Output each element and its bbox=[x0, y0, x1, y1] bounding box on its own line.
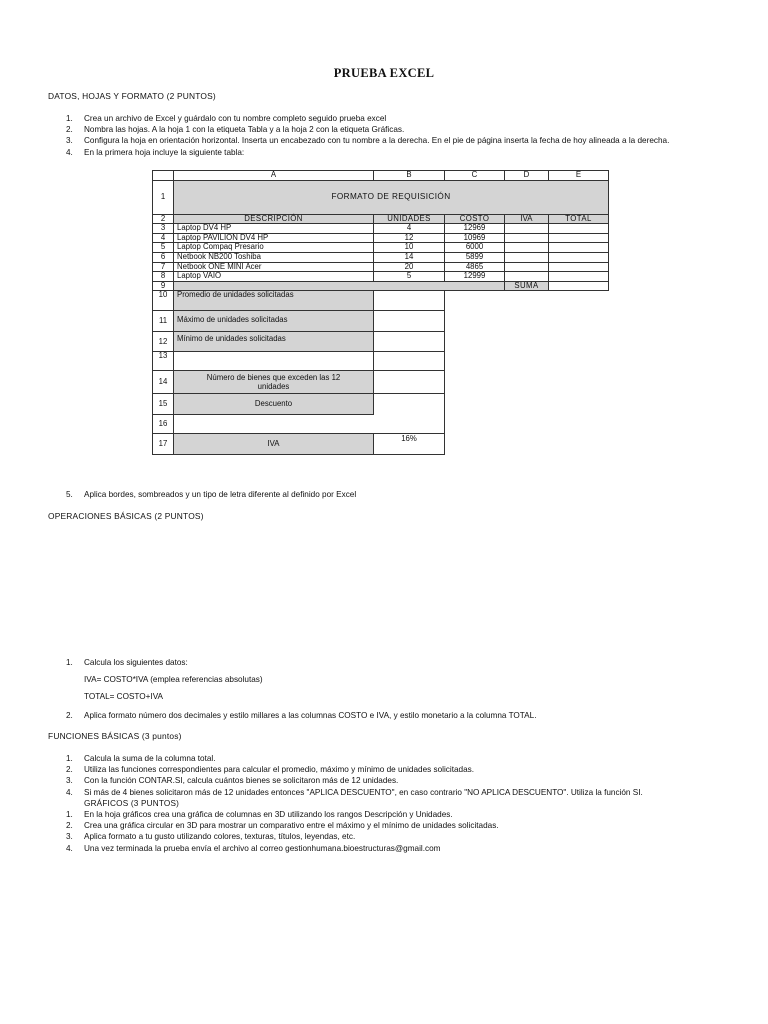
row-number: 16 bbox=[153, 415, 174, 434]
stat-value bbox=[374, 394, 445, 415]
cell-total bbox=[549, 243, 609, 253]
cell-units: 12 bbox=[374, 233, 445, 243]
list-item bbox=[66, 489, 726, 500]
section3-list bbox=[66, 753, 720, 854]
list-item bbox=[66, 710, 726, 721]
item-text: Aplica formato número dos decimales y estilo millares a las columnas COSTO e IVA, y estilo monetario a la columna TOTAL. bbox=[84, 711, 537, 720]
blank-cell bbox=[174, 415, 374, 434]
row-number: 9 bbox=[153, 281, 174, 291]
header-costo: COSTO bbox=[445, 214, 505, 224]
stats-row bbox=[153, 415, 609, 434]
list-item bbox=[66, 843, 720, 854]
title-row bbox=[153, 180, 609, 214]
item-number: 4. bbox=[66, 787, 73, 797]
header-iva: IVA bbox=[505, 214, 549, 224]
cell-cost: 4865 bbox=[445, 262, 505, 272]
stat-value bbox=[374, 371, 445, 394]
row-number: 3 bbox=[153, 224, 174, 234]
sum-total bbox=[549, 281, 609, 291]
section-heading-graficos: GRÁFICOS (3 PUNTOS) bbox=[84, 798, 180, 808]
item-number: 4. bbox=[66, 843, 73, 853]
cell-iva bbox=[505, 224, 549, 234]
item-text: Nombra las hojas. A la hoja 1 con la etiqueta Tabla y a la hoja 2 con la etiqueta Gráficas. bbox=[84, 125, 405, 135]
row-number: 5 bbox=[153, 243, 174, 253]
row-number: 15 bbox=[153, 394, 174, 415]
cell-description: Laptop PAVILION DV4 HP bbox=[174, 233, 374, 243]
col-header-e: E bbox=[549, 171, 609, 181]
blank bbox=[445, 415, 609, 434]
item-text: Con la función CONTAR.SI, calcula cuántos bienes se solicitaron más de 12 unidades. bbox=[84, 776, 399, 786]
column-header-row bbox=[153, 171, 609, 181]
row-number: 6 bbox=[153, 252, 174, 262]
list-item bbox=[66, 820, 720, 831]
requisition-table bbox=[152, 170, 609, 455]
blank bbox=[445, 394, 609, 415]
header-total: TOTAL bbox=[549, 214, 609, 224]
item-text: Aplica formato a tu gusto utilizando colores, texturas, títulos, leyendas, etc. bbox=[84, 832, 356, 842]
blank bbox=[445, 311, 609, 332]
cell-total bbox=[549, 233, 609, 243]
table-row bbox=[153, 272, 609, 282]
iva-rate: 16% bbox=[374, 434, 445, 455]
cell-units: 14 bbox=[374, 252, 445, 262]
stat-label-descuento: Descuento bbox=[174, 394, 374, 415]
row-number: 4 bbox=[153, 233, 174, 243]
section1-list bbox=[66, 113, 726, 158]
list-item bbox=[66, 764, 720, 775]
stats-row bbox=[153, 291, 609, 311]
cell-description: Netbook ONE MINI Acer bbox=[174, 262, 374, 272]
item-number: 2. bbox=[66, 821, 73, 831]
cell-units: 10 bbox=[374, 243, 445, 253]
stats-row bbox=[153, 311, 609, 332]
table-row bbox=[153, 224, 609, 234]
item-text: En la hoja gráficos crea una gráfica de columnas en 3D utilizando los rangos Descripción y Unidades. bbox=[84, 810, 453, 820]
stats-row bbox=[153, 371, 609, 394]
item-number: 1. bbox=[66, 658, 73, 667]
list-item bbox=[66, 831, 720, 842]
list-item bbox=[66, 113, 726, 124]
cell-cost: 6000 bbox=[445, 243, 505, 253]
cell-total bbox=[549, 252, 609, 262]
section-heading-funciones: FUNCIONES BÁSICAS (3 puntos) bbox=[48, 731, 182, 741]
table-title: FORMATO DE REQUISICIÓN bbox=[174, 180, 609, 214]
section-heading-datos: DATOS, HOJAS Y FORMATO (2 PUNTOS) bbox=[48, 91, 216, 101]
corner-cell bbox=[153, 171, 174, 181]
item-text: Calcula la suma de la columna total. bbox=[84, 754, 216, 763]
cell-units: 20 bbox=[374, 262, 445, 272]
item-number: 1. bbox=[66, 810, 73, 820]
section-heading-operaciones: OPERACIONES BÁSICAS (2 PUNTOS) bbox=[48, 511, 204, 521]
header-descripcion: DESCRIPCIÓN bbox=[174, 214, 374, 224]
item-text: Utiliza las funciones correspondientes para calcular el promedio, máximo y mínimo de unidades solicitadas. bbox=[84, 765, 475, 775]
cell-total bbox=[549, 224, 609, 234]
list-item bbox=[66, 135, 726, 146]
cell-description: Laptop DV4 HP bbox=[174, 224, 374, 234]
section2-list bbox=[66, 657, 726, 668]
stats-row bbox=[153, 394, 609, 415]
cell-iva bbox=[505, 262, 549, 272]
stat-label-exceden: Número de bienes que exceden las 12 unidades bbox=[174, 371, 374, 394]
section1-list-cont bbox=[66, 489, 726, 500]
cell-total bbox=[549, 262, 609, 272]
iva-label: IVA bbox=[174, 434, 374, 455]
cell-cost: 12999 bbox=[445, 272, 505, 282]
col-header-c: C bbox=[445, 171, 505, 181]
list-item bbox=[66, 775, 720, 786]
stat-label-maximo: Máximo de unidades solicitadas bbox=[174, 311, 374, 332]
blank bbox=[445, 434, 609, 455]
item-text: Si más de 4 bienes solicitaron más de 12 unidades entonces "APLICA DESCUENTO", en caso contrario "NO APLICA DESCUENTO". Utiliza la función SI. bbox=[84, 787, 643, 797]
item-text: Configura la hoja en orientación horizontal. Inserta un encabezado con tu nombre a la derecha. En el pie de página inserta la fecha de hoy alineada a la derecha. bbox=[84, 136, 670, 146]
cell-description: Laptop Compaq Presario bbox=[174, 243, 374, 253]
list-item bbox=[66, 787, 720, 809]
item-text: Crea una gráfica circular en 3D para mostrar un comparativo entre el máximo y el mínimo de unidades solicitadas. bbox=[84, 821, 499, 831]
stat-value bbox=[374, 415, 445, 434]
blank bbox=[445, 332, 609, 352]
item-text: Calcula los siguientes datos: bbox=[84, 658, 188, 667]
blank bbox=[445, 291, 609, 311]
blank bbox=[445, 352, 609, 371]
row-number: 13 bbox=[153, 352, 174, 371]
list-item bbox=[66, 753, 720, 764]
stat-value bbox=[374, 352, 445, 371]
document-title: PRUEBA EXCEL bbox=[333, 66, 435, 80]
row-number: 17 bbox=[153, 434, 174, 455]
item-number: 3. bbox=[66, 832, 73, 842]
item-text: Crea un archivo de Excel y guárdalo con tu nombre completo seguido prueba excel bbox=[84, 114, 387, 123]
blank bbox=[445, 371, 609, 394]
row-number: 11 bbox=[153, 311, 174, 332]
row-number: 8 bbox=[153, 272, 174, 282]
row-number: 14 bbox=[153, 371, 174, 394]
col-header-d: D bbox=[505, 171, 549, 181]
item-number: 3. bbox=[66, 136, 73, 146]
cell-iva bbox=[505, 272, 549, 282]
row-number: 1 bbox=[153, 180, 174, 214]
item-number: 1. bbox=[66, 754, 73, 763]
section2-list-cont bbox=[66, 710, 726, 721]
table-row bbox=[153, 252, 609, 262]
stats-row bbox=[153, 332, 609, 352]
row-number: 12 bbox=[153, 332, 174, 352]
item-number: 5. bbox=[66, 490, 73, 499]
cell-description: Netbook NB200 Toshiba bbox=[174, 252, 374, 262]
item-number: 2. bbox=[66, 711, 73, 720]
item-number: 1. bbox=[66, 114, 73, 123]
stats-row bbox=[153, 352, 609, 371]
cell-iva bbox=[505, 233, 549, 243]
stat-label-minimo: Mínimo de unidades solicitadas bbox=[174, 332, 374, 352]
list-item bbox=[66, 124, 726, 135]
list-item bbox=[66, 657, 726, 668]
row-number: 7 bbox=[153, 262, 174, 272]
row-number: 10 bbox=[153, 291, 174, 311]
col-header-b: B bbox=[374, 171, 445, 181]
sum-label: SUMA bbox=[505, 281, 549, 291]
stat-value bbox=[374, 291, 445, 311]
cell-units: 5 bbox=[374, 272, 445, 282]
row-number: 2 bbox=[153, 214, 174, 224]
cell-cost: 10969 bbox=[445, 233, 505, 243]
item-text: Aplica bordes, sombreados y un tipo de letra diferente al definido por Excel bbox=[84, 490, 357, 499]
item-text: En la primera hoja incluye la siguiente tabla: bbox=[84, 147, 245, 157]
blank-cell bbox=[174, 352, 374, 371]
item-number: 2. bbox=[66, 125, 73, 135]
item-number: 3. bbox=[66, 776, 73, 786]
formula-iva: IVA= COSTO*IVA (emplea referencias absolutas) bbox=[84, 675, 263, 684]
col-header-a: A bbox=[174, 171, 374, 181]
list-item bbox=[66, 809, 720, 820]
item-number: 4. bbox=[66, 147, 73, 157]
item-number: 2. bbox=[66, 765, 73, 775]
cell-cost: 5899 bbox=[445, 252, 505, 262]
cell-units: 4 bbox=[374, 224, 445, 234]
stat-value bbox=[374, 311, 445, 332]
formula-total: TOTAL= COSTO+IVA bbox=[84, 692, 164, 701]
cell-total bbox=[549, 272, 609, 282]
iva-row bbox=[153, 434, 609, 455]
stat-label-promedio: Promedio de unidades solicitadas bbox=[174, 291, 374, 311]
list-item bbox=[66, 147, 726, 158]
header-unidades: UNIDADES bbox=[374, 214, 445, 224]
cell-iva bbox=[505, 243, 549, 253]
cell-iva bbox=[505, 252, 549, 262]
stat-value bbox=[374, 332, 445, 352]
item-text: Una vez terminada la prueba envía el archivo al correo gestionhumana.bioestructuras@gmail.com bbox=[84, 843, 441, 853]
cell-cost: 12969 bbox=[445, 224, 505, 234]
cell-description: Laptop VAIO bbox=[174, 272, 374, 282]
